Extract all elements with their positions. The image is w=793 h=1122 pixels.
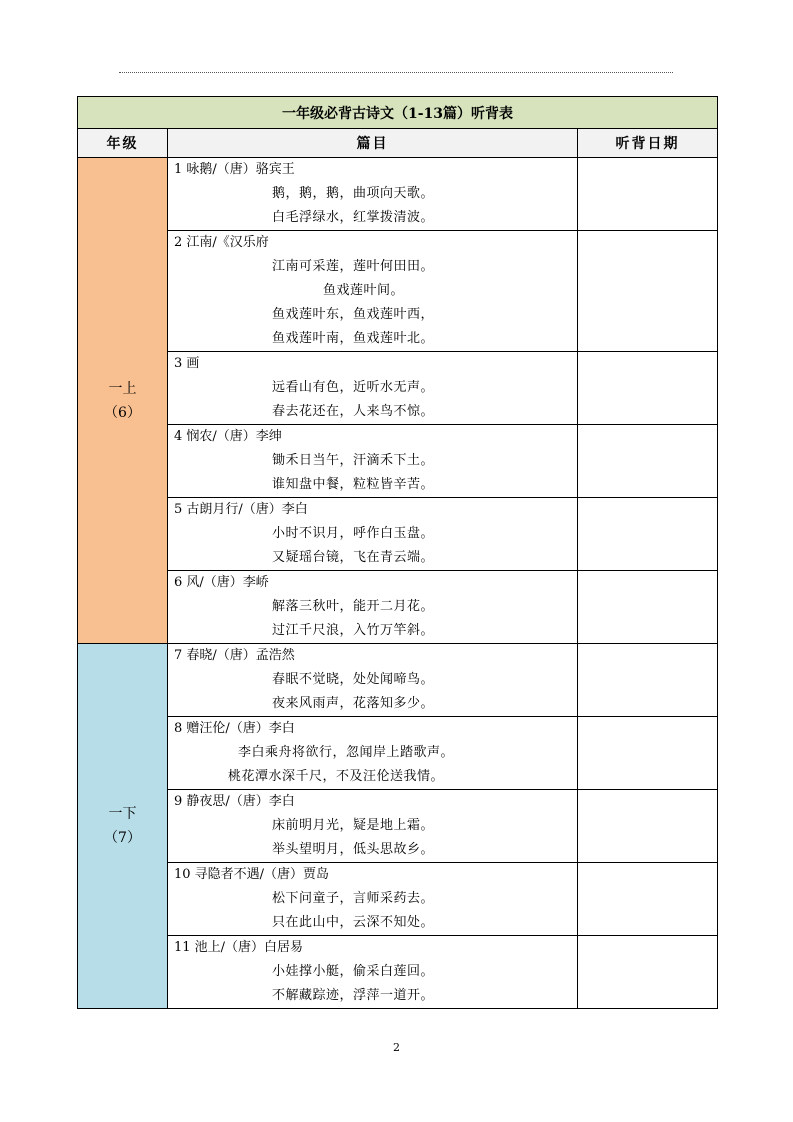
poem-line: 谁知盘中餐，粒粒皆辛苦。: [272, 477, 435, 492]
grade-cell: [78, 644, 168, 1009]
table-title: 一年级必背古诗文（1-13篇）听背表: [78, 97, 718, 129]
grade-label: 一下: [108, 806, 137, 822]
grade-header: 年级: [78, 129, 168, 158]
date-cell[interactable]: [578, 231, 718, 352]
poem-cell: [168, 936, 578, 1009]
poem-title: 11 池上/（唐）白居易: [174, 940, 304, 955]
poem-cell: [168, 425, 578, 498]
poem-line: 锄禾日当午，汗滴禾下土。: [272, 453, 435, 468]
grade-count: （7）: [104, 830, 141, 846]
table-row: [78, 863, 718, 936]
table-row: [78, 352, 718, 425]
poem-line: 白毛浮绿水，红掌拨清波。: [272, 210, 435, 225]
poem-line: 鹅，鹅，鹅，曲项向天歌。: [272, 186, 435, 201]
poem-line: 又疑瑶台镜，飞在青云端。: [272, 550, 435, 565]
poem-title: 1 咏鹅/（唐）骆宾王: [174, 162, 295, 177]
poem-line: 李白乘舟将欲行，忽闻岸上踏歌声。: [238, 745, 455, 760]
date-cell[interactable]: [578, 644, 718, 717]
poem-title: 2 江南/《汉乐府: [174, 235, 269, 250]
poem-title: 10 寻隐者不遇/（唐）贾岛: [174, 867, 330, 882]
grade-count: （6）: [104, 404, 141, 421]
table-row: [78, 717, 718, 790]
poem-line: 举头望明月，低头思故乡。: [272, 842, 435, 857]
poem-cell: [168, 231, 578, 352]
poem-line: 松下问童子，言师采药去。: [272, 891, 435, 906]
poem-line: 鱼戏莲叶东，鱼戏莲叶西，: [272, 307, 435, 322]
poem-line: 春眠不觉晓，处处闻啼鸟。: [272, 672, 435, 687]
poem-line: 不解藏踪迹，浮萍一道开。: [272, 988, 435, 1003]
poem-cell: [168, 498, 578, 571]
poem-cell: [168, 158, 578, 231]
poem-line: 江南可采莲，莲叶何田田。: [272, 259, 435, 274]
table-row: [78, 231, 718, 352]
poem-title: 8 赠汪伦/（唐）李白: [174, 721, 295, 736]
poem-line: 解落三秋叶，能开二月花。: [272, 599, 435, 614]
date-cell[interactable]: [578, 352, 718, 425]
poem-line: 小时不识月，呼作白玉盘。: [272, 526, 435, 541]
poem-title: 4 悯农/（唐）李绅: [174, 429, 282, 444]
date-cell[interactable]: [578, 790, 718, 863]
poem-line: 床前明月光，疑是地上霜。: [272, 818, 435, 833]
poem-line: 春去花还在，人来鸟不惊。: [272, 404, 435, 419]
date-cell[interactable]: [578, 498, 718, 571]
grade-label: 一上: [108, 380, 137, 397]
table-body: [78, 158, 718, 1009]
poem-line: 鱼戏莲叶南，鱼戏莲叶北。: [272, 331, 435, 346]
title-header: 篇目: [168, 129, 578, 158]
date-cell[interactable]: [578, 158, 718, 231]
date-header: 听背日期: [578, 129, 718, 158]
poem-line: 只在此山中，云深不知处。: [272, 915, 435, 930]
table-row: [78, 936, 718, 1009]
poem-title: 9 静夜思/（唐）李白: [174, 794, 295, 809]
date-cell[interactable]: [578, 863, 718, 936]
poem-line: 夜来风雨声，花落知多少。: [272, 696, 435, 711]
date-cell[interactable]: [578, 571, 718, 644]
poem-title: 7 春晓/（唐）孟浩然: [174, 648, 295, 663]
header-rule: [119, 72, 673, 73]
table-row: [78, 498, 718, 571]
poem-cell: [168, 571, 578, 644]
poem-cell: [168, 717, 578, 790]
date-cell[interactable]: [578, 717, 718, 790]
poem-cell: [168, 863, 578, 936]
grade-cell: [78, 158, 168, 644]
table-row: [78, 790, 718, 863]
poem-line: 小娃撑小艇，偷采白莲回。: [272, 964, 435, 979]
poem-line: 桃花潭水深千尺，不及汪伦送我情。: [228, 769, 445, 784]
poem-cell: [168, 644, 578, 717]
table-row: [78, 158, 718, 231]
date-cell[interactable]: [578, 936, 718, 1009]
page-number: 2: [393, 1041, 400, 1054]
poem-line: 鱼戏莲叶间。: [323, 283, 405, 298]
poem-title: 3 画: [174, 356, 200, 371]
poem-line: 过江千尺浪，入竹万竿斜。: [272, 623, 435, 638]
table-row: [78, 425, 718, 498]
date-cell[interactable]: [578, 425, 718, 498]
poem-title: 6 风/（唐）李峤: [174, 575, 269, 590]
poem-cell: [168, 352, 578, 425]
recitation-table: [77, 96, 718, 1009]
poem-title: 5 古朗月行/（唐）李白: [174, 502, 308, 517]
poem-cell: [168, 790, 578, 863]
poem-line: 远看山有色，近听水无声。: [272, 380, 435, 395]
table-row: [78, 644, 718, 717]
table-row: [78, 571, 718, 644]
